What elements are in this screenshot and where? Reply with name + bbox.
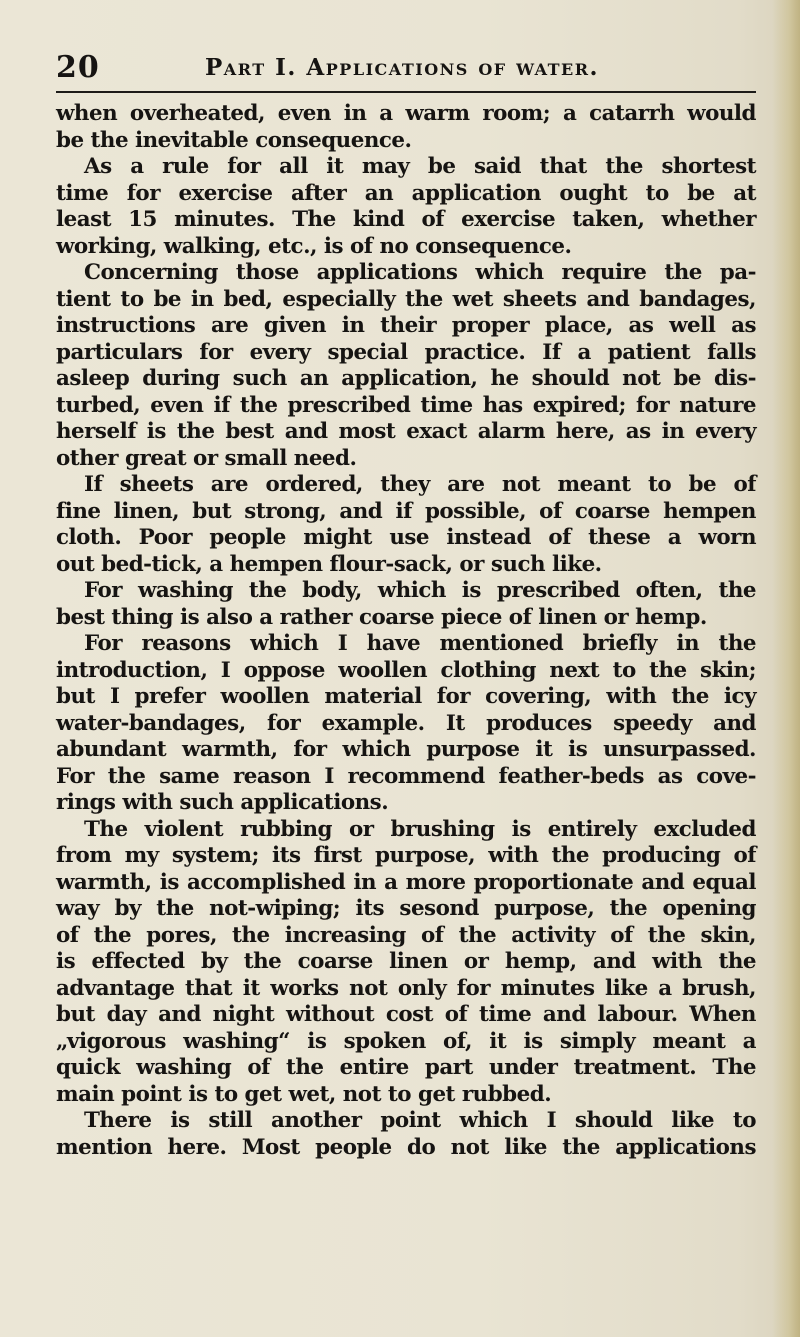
text-line: If sheets are ordered, they are not meant to be of [84, 472, 756, 497]
text-line: particulars for every special practice. If a patient falls [56, 339, 756, 365]
text-line: instructions are given in their proper place, as well as [56, 313, 756, 338]
text-line: For washing the body, which is prescribed often, the [84, 578, 756, 603]
text-line: quick washing of the entire part under treatment. The [56, 1055, 756, 1080]
page-number: 20 [56, 50, 100, 85]
text-line: be the inevitable consequence. [56, 127, 412, 153]
text-line: from my system; its first purpose, with the producing of [56, 843, 756, 868]
page-header [56, 48, 756, 88]
text-line: but I prefer woollen material for covering, with the icy [56, 684, 756, 709]
text-line: The violent rubbing or brushing is entirely excluded [84, 816, 756, 842]
text-line: herself is the best and most exact alarm here, as in every [56, 419, 756, 444]
page-edge-shading [772, 0, 800, 1337]
text-line: advantage that it works not only for minutes like a brush, [56, 975, 756, 1001]
header-rule [56, 91, 756, 93]
text-line: best thing is also a rather coarse piece of linen or hemp. [56, 604, 707, 630]
text-line: As a rule for all it may be said that the shortest [84, 154, 756, 179]
text-line: but day and night without cost of time and labour. When [56, 1002, 756, 1027]
text-line: other great or small need. [56, 445, 357, 471]
body-text [56, 101, 756, 1161]
text-line: main point is to get wet, not to get rubbed. [56, 1081, 552, 1107]
text-line: warmth, is accomplished in a more proportionate and equal [56, 869, 756, 895]
text-line: turbed, even if the prescribed time has expired; for nature [56, 392, 756, 418]
text-line: „vigorous washing“ is spoken of, it is simply meant a [56, 1028, 756, 1054]
text-line: least 15 minutes. The kind of exercise taken, whether [56, 207, 756, 232]
text-line: For the same reason I recommend feather-beds as cove- [56, 763, 756, 789]
text-line: water-bandages, for example. It produces speedy and [56, 710, 756, 736]
text-line: rings with such applications. [56, 790, 389, 815]
text-line: mention here. Most people do not like the applications [56, 1134, 756, 1160]
text-line: out bed-tick, a hempen flour-sack, or such like. [56, 551, 602, 577]
text-line: cloth. Poor people might use instead of these a worn [56, 525, 756, 550]
text-line: of the pores, the increasing of the activity of the skin, [56, 922, 756, 948]
running-title: Part I. Applications of water. [205, 54, 600, 81]
text-line: working, walking, etc., is of no consequence. [56, 233, 572, 259]
text-line: asleep during such an application, he should not be dis- [56, 366, 756, 391]
text-line: introduction, I oppose woollen clothing next to the skin; [56, 657, 756, 683]
text-line: For reasons which I have mentioned briefly in the [84, 631, 756, 656]
text-line: way by the not-wiping; its sesond purpose, the opening [56, 896, 756, 921]
text-line: is effected by the coarse linen or hemp, and with the [56, 949, 756, 974]
text-line: tient to be in bed, especially the wet sheets and bandages, [56, 286, 756, 312]
text-line: time for exercise after an application ought to be at [56, 180, 756, 206]
text-line: abundant warmth, for which purpose it is unsurpassed. [56, 737, 756, 762]
text-line: There is still another point which I should like to [84, 1108, 756, 1133]
text-line: fine linen, but strong, and if possible, of coarse hempen [56, 498, 756, 524]
text-line: Concerning those applications which require the pa- [84, 260, 756, 285]
text-line: when overheated, even in a warm room; a catarrh would [56, 101, 756, 126]
